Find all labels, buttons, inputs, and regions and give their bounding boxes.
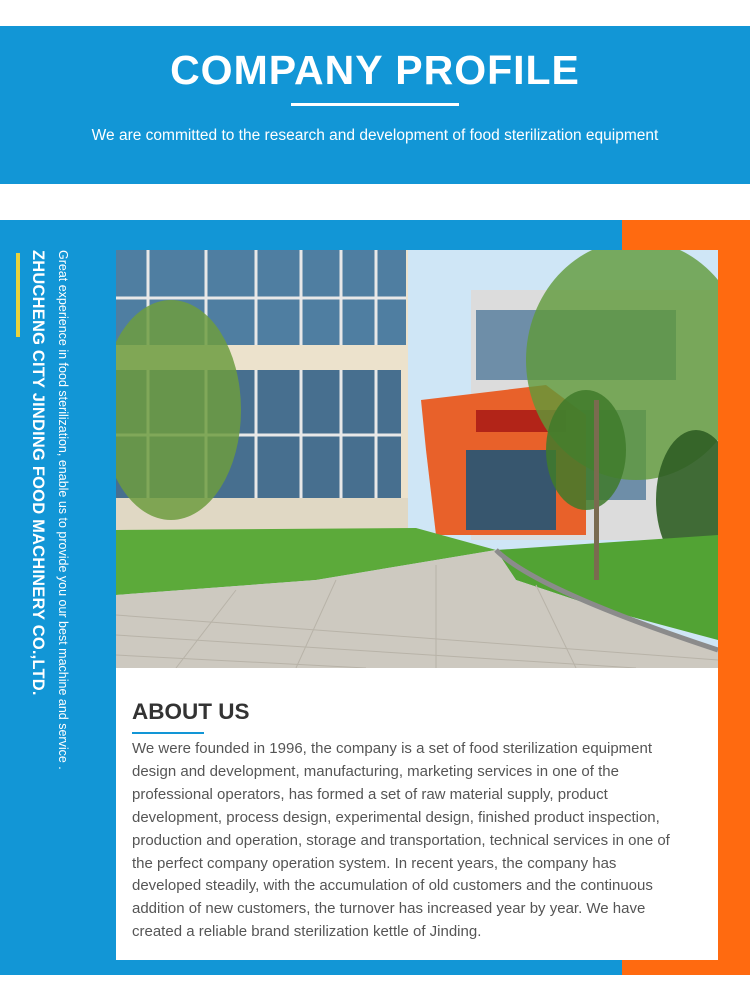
slogan-vertical: Great experience in food sterilization, enable us to provide you our best machine and service . [56,250,70,770]
about-line: the perfect company operation system. In recent years, the company has [132,854,617,872]
about-us-card [116,668,718,960]
about-line: We were founded in 1996, the company is a set of food sterilization equipment [132,740,653,757]
company-building-photo [116,250,718,668]
about-line: production and operation, storage and transportation, technical services in one of [132,831,670,849]
about-line: addition of new customers, the turnover has increased year by year. We have [132,900,646,918]
about-body [132,738,712,944]
company-name-vertical: ZHUCHENG CITY JINDING FOOD MACHINERY CO.,LTD. [29,250,47,696]
about-line: developed steadily, with the accumulation of old customers and the continuous [132,877,653,895]
about-heading: ABOUT US [132,699,250,724]
page-title: COMPANY PROFILE [170,47,580,93]
about-line: created a reliable brand sterilization kettle of Jinding. [132,923,482,941]
title-divider [291,103,459,106]
about-underline [132,732,204,734]
about-line: professional operators, has formed a set of raw material supply, product [132,785,608,803]
about-line: development, process design, experimental design, finished product inspection, [132,808,660,826]
about-line: design and development, manufacturing, marketing services in one of the [132,762,619,780]
page-subtitle: We are committed to the research and development of food sterilization equipment [91,127,659,144]
accent-bar [16,253,20,337]
